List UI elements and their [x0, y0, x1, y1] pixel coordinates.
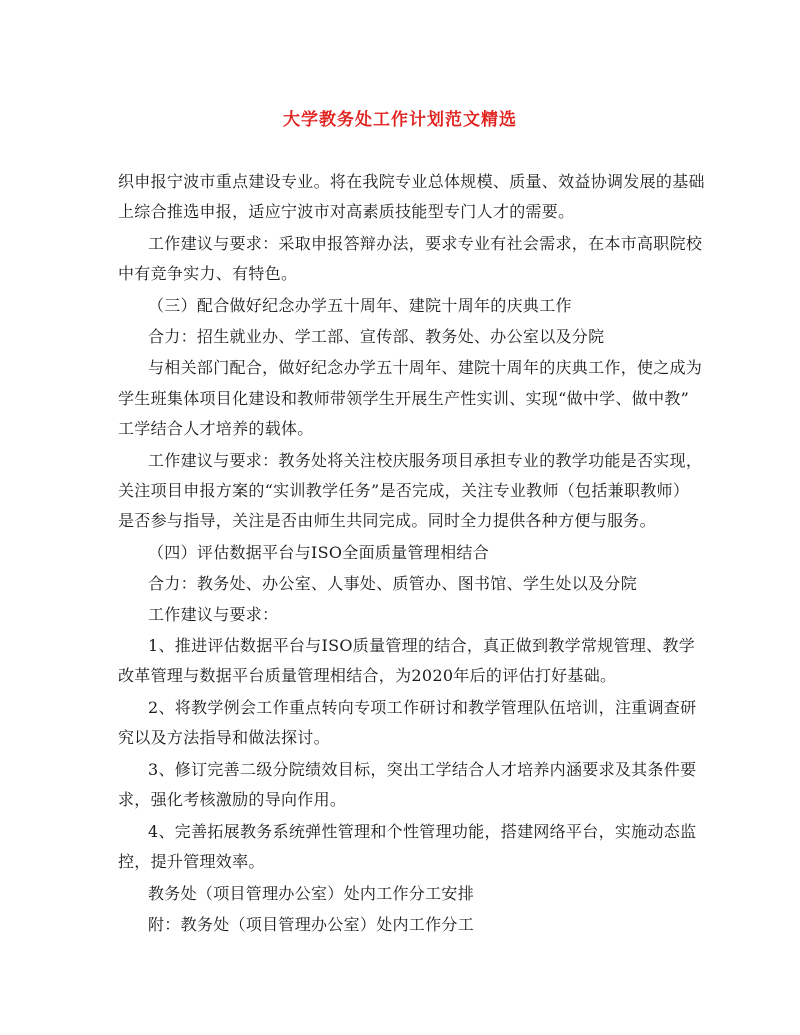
body-line: 控，提升管理效率。 — [118, 852, 265, 871]
body-line: 合力：教务处、办公室、人事处、质管办、图书馆、学生处以及分院 — [148, 574, 638, 593]
body-line: 织申报宁波市重点建设专业。将在我院专业总体规模、质量、效益协调发展的基础 — [118, 172, 705, 191]
body-line: 学生班集体项目化建设和教师带领学生开展生产性实训、实现“做中学、做中教” — [118, 389, 690, 408]
body-line: （三）配合做好纪念办学五十周年、建院十周年的庆典工作 — [148, 296, 572, 315]
body-line: 教务处（项目管理办公室）处内工作分工安排 — [148, 884, 475, 903]
body-line: 合力：招生就业办、学工部、宣传部、教务处、办公室以及分院 — [148, 327, 605, 346]
body-line: 关注项目申报方案的“实训教学任务”是否完成，关注专业教师（包括兼职教师） — [118, 481, 690, 500]
body-line: 工作建议与要求：教务处将关注校庆服务项目承担专业的教学功能是否实现， — [148, 451, 703, 470]
body-line: 4、完善拓展教务系统弹性管理和个性管理功能，搭建网络平台，实施动态监 — [148, 822, 697, 841]
body-line: （四）评估数据平台与ISO全面质量管理相结合 — [148, 543, 489, 562]
body-line: 求，强化考核激励的导向作用。 — [118, 790, 347, 809]
body-line: 工作建议与要求：采取申报答辩办法，要求专业有社会需求，在本市高职院校 — [148, 234, 703, 253]
body-line: 3、修订完善二级分院绩效目标，突出工学结合人才培养内涵要求及其条件要 — [148, 760, 697, 779]
body-line: 1、推进评估数据平台与ISO质量管理的结合，真正做到教学常规管理、教学 — [148, 636, 696, 655]
body-line: 上综合推选申报，适应宁波市对高素质技能型专门人才的需要。 — [118, 202, 575, 221]
body-line: 究以及方法指导和做法探讨。 — [118, 728, 330, 747]
body-line: 改革管理与数据平台质量管理相结合，为2020年后的评估打好基础。 — [118, 666, 617, 685]
document-title: 大学教务处工作计划范文精选 — [283, 110, 517, 130]
body-line: 中有竞争实力、有特色。 — [118, 264, 298, 283]
body-line: 是否参与指导，关注是否由师生共同完成。同时全力提供各种方便与服务。 — [118, 511, 656, 530]
body-line: 工作建议与要求： — [148, 605, 279, 624]
body-line: 附：教务处（项目管理办公室）处内工作分工 — [148, 915, 475, 934]
body-line: 工学结合人才培养的载体。 — [118, 419, 314, 438]
body-line: 与相关部门配合，做好纪念办学五十周年、建院十周年的庆典工作，使之成为 — [148, 358, 703, 377]
body-line: 2、将教学例会工作重点转向专项工作研讨和教学管理队伍培训，注重调查研 — [148, 698, 697, 717]
